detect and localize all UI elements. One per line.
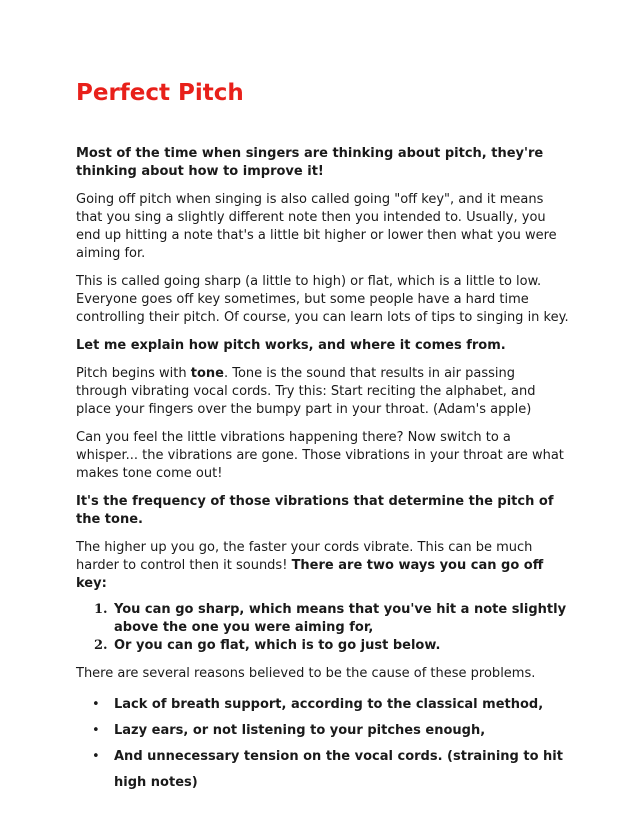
bullet-icon: • (92, 749, 100, 764)
list-item (92, 692, 570, 718)
tone-text-post: . Tone is the sound that results in air passing through vibrating vocal cords. Try this: Start reciting the alphabet, and place your fingers over the bumpy part in your throat. (Adam's apple) (76, 366, 536, 417)
list-number: 1. (94, 602, 108, 617)
paragraph-vibrations: Can you feel the little vibrations happening there? Now switch to a whisper... the vibrations are gone. Those vibrations in your throat are what makes tone come out! (76, 430, 564, 481)
intro-paragraph: Most of the time when singers are thinking about pitch, they're thinking about how to improve it! (76, 146, 544, 179)
list-item-text: You can go sharp, which means that you've hit a note slightly above the one you were aiming for, (114, 602, 567, 635)
paragraph-reasons: There are several reasons believed to be the cause of these problems. (76, 666, 536, 681)
list-number: 2. (94, 638, 108, 653)
document-title: Perfect Pitch (76, 80, 244, 106)
list-item (94, 601, 570, 637)
paragraph-off-key: Going off pitch when singing is also called going "off key", and it means that you sing a slightly different note then you intended to. Usually, you end up hitting a note that's a little bit higher or lower then what you were aiming for. (76, 192, 557, 261)
list-item (92, 718, 570, 744)
tone-text-pre: Pitch begins with (76, 366, 191, 381)
list-item (92, 744, 570, 796)
higher-text-pre: The higher up you go, the faster your cords vibrate. This can be much harder to control then it sounds! (76, 540, 533, 573)
paragraph-sharp-flat: This is called going sharp (a little to high) or flat, which is a little to low. Everyone goes off key sometimes, but some people have a hard time controlling their pitch. Of course, you can learn lots of tips to singing in key. (76, 274, 569, 325)
reasons-list (76, 692, 570, 796)
bullet-icon: • (92, 723, 100, 738)
paragraph-higher (76, 539, 570, 593)
list-item (94, 637, 570, 655)
tone-bold-word: tone (190, 366, 224, 381)
heading-frequency: It's the frequency of those vibrations that determine the pitch of the tone. (76, 494, 554, 527)
list-item-text: And unnecessary tension on the vocal cords. (straining to hit high notes) (114, 749, 563, 790)
document-page (76, 0, 570, 796)
list-item-text: Lack of breath support, according to the classical method, (114, 697, 544, 712)
bullet-icon: • (92, 697, 100, 712)
off-key-list (76, 601, 570, 655)
heading-explain-pitch: Let me explain how pitch works, and where it comes from. (76, 338, 506, 353)
higher-bold-text: There are two ways you can go off key: (76, 558, 544, 591)
list-item-text: Lazy ears, or not listening to your pitches enough, (114, 723, 486, 738)
paragraph-tone (76, 365, 570, 419)
list-item-text: Or you can go flat, which is to go just below. (114, 638, 441, 653)
